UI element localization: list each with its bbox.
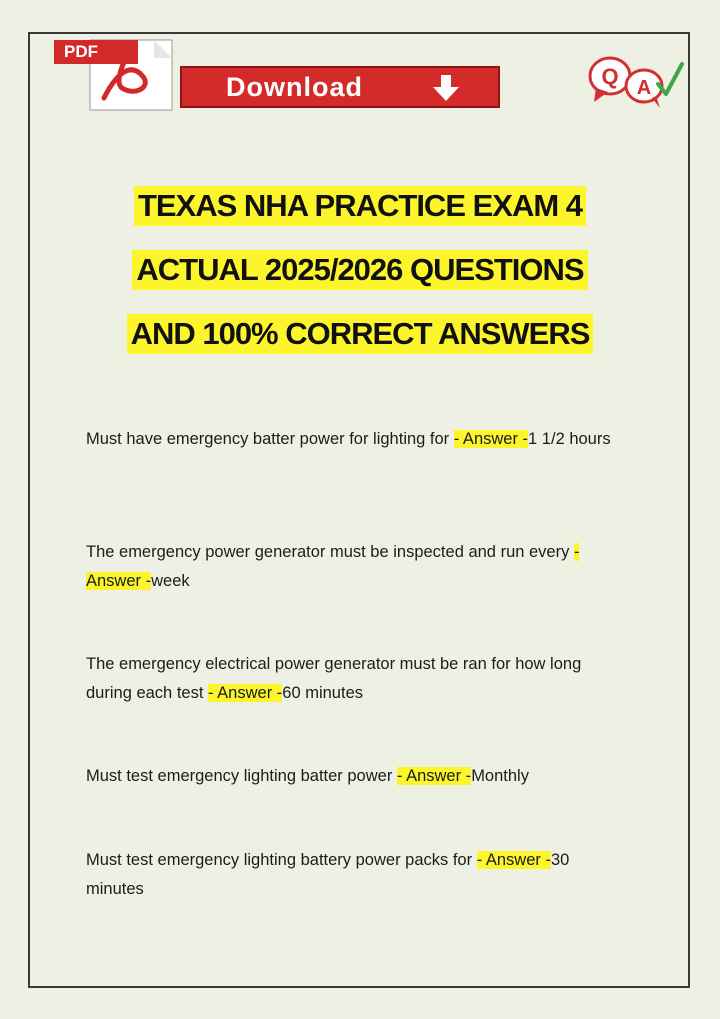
answer-marker: - Answer -: [396, 767, 472, 785]
title-line-3: AND 100% CORRECT ANSWERS: [127, 314, 594, 354]
qa-q-letter: Q: [601, 64, 619, 89]
question-text: Must test emergency lighting battery power packs for: [86, 851, 477, 869]
qa-a-letter: A: [636, 77, 652, 99]
qa-item-5: [86, 846, 626, 904]
answer-text: 60 minutes: [282, 684, 363, 702]
title-line-2: ACTUAL 2025/2026 QUESTIONS: [132, 250, 587, 290]
pdf-logo: [54, 38, 178, 112]
qa-item-1: [86, 425, 626, 454]
qa-item-3: [86, 650, 626, 708]
answer-marker: - Answer -: [476, 851, 551, 869]
qa-badge-icon: [586, 54, 686, 112]
page-frame: [28, 32, 690, 988]
answer-marker: - Answer -: [453, 430, 529, 448]
title-line-1: TEXAS NHA PRACTICE EXAM 4: [134, 186, 586, 226]
question-text: Must test emergency lighting batter power: [86, 767, 397, 785]
arrow-down-icon: [430, 74, 462, 102]
qa-item-4: [86, 762, 626, 791]
answer-marker: - Answer -: [86, 543, 580, 590]
question-text: Must have emergency batter power for lighting for: [86, 430, 454, 448]
qa-item-2: [86, 538, 626, 596]
question-text: The emergency power generator must be inspected and run every: [86, 543, 574, 561]
answer-text: week: [151, 572, 190, 590]
document-title: [0, 186, 720, 378]
download-label: Download: [226, 71, 363, 102]
pdf-tag: PDF: [54, 40, 138, 64]
answer-text: Monthly: [471, 767, 529, 785]
download-button[interactable]: [180, 66, 500, 108]
answer-text: 30 minutes: [86, 851, 570, 898]
answer-text: 1 1/2 hours: [528, 430, 611, 448]
question-text: The emergency electrical power generator must be ran for how long during each test: [86, 655, 582, 702]
answer-marker: - Answer -: [208, 684, 283, 702]
